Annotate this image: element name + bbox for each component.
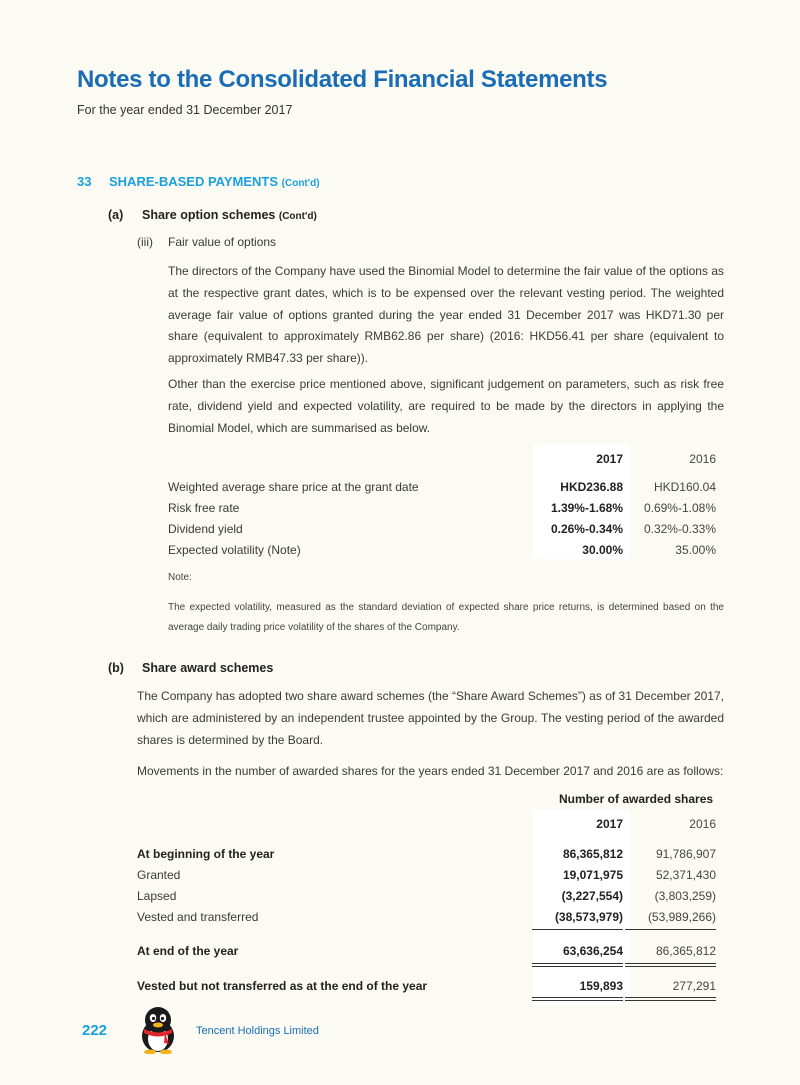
row-value-2017: 0.26%-0.34% [550,522,623,536]
table-row [137,941,724,963]
row-value-2016: 86,365,812 [655,944,716,958]
row-value-2016: 0.32%-0.33% [643,522,716,536]
row-value-2016: 277,291 [672,979,716,993]
section-number: 33 [77,174,92,189]
sub-b-title: Share award schemes [142,661,274,675]
judgement-paragraph: Other than the exercise price mentioned above, significant judgement on parameters, such as risk free rate, dividend yield and expected volatility, are required to be made by the directors in applying the Binomial Model, which are summarised as below. [168,377,724,435]
total-rule-2017 [532,963,623,967]
final-rule-2017 [532,997,623,1001]
options-assumptions-table [168,444,724,559]
row-label: Risk free rate [168,501,240,515]
table-b-col-2017: 2017 [596,817,623,831]
row-value-2017: 30.00% [582,543,623,557]
table-a-col-2017: 2017 [596,452,623,466]
page-subtitle: For the year ended 31 December 2017 [77,103,293,117]
row-value-2016: 91,786,907 [655,847,716,861]
table-row [168,477,724,499]
row-value-2017: 63,636,254 [562,944,623,958]
row-label: Granted [137,868,181,882]
item-iii-label: (iii) [137,235,153,249]
sub-a-title: Share option schemes [142,208,276,222]
row-value-2016: (3,803,259) [654,889,716,903]
subtotal-rule-2017 [532,929,623,930]
page-title: Notes to the Consolidated Financial Statements [77,66,608,93]
table-a-header-row [168,449,724,471]
row-label: Weighted average share price at the grant date [168,480,419,494]
note-label: Note: [168,572,192,583]
subtotal-rule-2016 [625,929,716,930]
penguin-mascot-icon [138,1006,178,1054]
row-value-2016: 52,371,430 [655,868,716,882]
table-row [137,865,724,887]
row-value-2016: (53,989,266) [647,910,716,924]
sub-heading-b [108,661,408,677]
award-schemes-paragraph: The Company has adopted two share award schemes (the “Share Award Schemes”) as of 31 December 2017, which are administered by an independent trustee appointed by the Group. The vesting period of the awarded shares is determined by the Board. [137,689,724,747]
row-value-2017: 19,071,975 [562,868,623,882]
table-row [137,976,724,998]
item-iii-heading [137,235,276,249]
row-label: Lapsed [137,889,177,903]
row-value-2017: 1.39%-1.68% [550,501,623,515]
row-label: Expected volatility (Note) [168,543,301,557]
row-label: At beginning of the year [137,847,275,861]
table-b-col-2016: 2016 [689,817,716,831]
row-label: Dividend yield [168,522,243,536]
row-value-2017: (3,227,554) [561,889,623,903]
row-value-2016: 35.00% [675,543,716,557]
sub-a-cont: (Cont'd) [278,211,317,222]
table-row [137,844,724,866]
awarded-shares-table [137,810,724,1005]
row-value-2017: HKD236.88 [560,480,623,494]
row-value-2016: HKD160.04 [653,480,716,494]
table-row [168,519,724,541]
sub-a-label: (a) [108,208,124,222]
table-a-col-2016: 2016 [689,452,716,466]
total-rule-2016 [625,963,716,967]
table-row [137,886,724,908]
row-value-2017: 159,893 [579,979,623,993]
table-row [168,498,724,520]
fair-value-paragraph: The directors of the Company have used the Binomial Model to determine the fair value of the options as at the respective grant dates, which is to be expensed over the relevant vesting period. The weighted average fair value of options granted during the year ended 31 December 2017 was HKD71.30 per share (equivalent to approximately RMB62.86 per share) (2016: HKD56.41 per share (equivalent to approximately RMB47.33 per share)). [168,264,724,366]
final-rule-2016 [625,997,716,1001]
company-name: Tencent Holdings Limited [196,1025,319,1037]
movements-paragraph: Movements in the number of awarded shares for the years ended 31 December 2017 and 2016 are as follows: [137,764,724,778]
sub-heading-a [108,208,408,224]
section-title: SHARE-BASED PAYMENTS [109,174,279,189]
section-cont: (Cont'd) [281,178,320,189]
note-text: The expected volatility, measured as the standard deviation of expected share price returns, is determined based on the average daily trading price volatility of the shares of the Company. [168,602,724,633]
table-b-header-row [137,814,724,836]
sub-b-label: (b) [108,661,124,675]
row-value-2016: 0.69%-1.08% [643,501,716,515]
item-iii-title: Fair value of options [168,235,277,249]
row-label: Vested but not transferred as at the end of the year [137,979,428,993]
row-value-2017: (38,573,979) [554,910,623,924]
table-b-group-header: Number of awarded shares [559,792,714,806]
table-row [168,540,724,562]
page-number: 222 [82,1022,108,1039]
row-label: At end of the year [137,944,239,958]
row-label: Vested and transferred [137,910,259,924]
section-heading [77,174,320,189]
row-value-2017: 86,365,812 [562,847,623,861]
table-row [137,907,724,929]
